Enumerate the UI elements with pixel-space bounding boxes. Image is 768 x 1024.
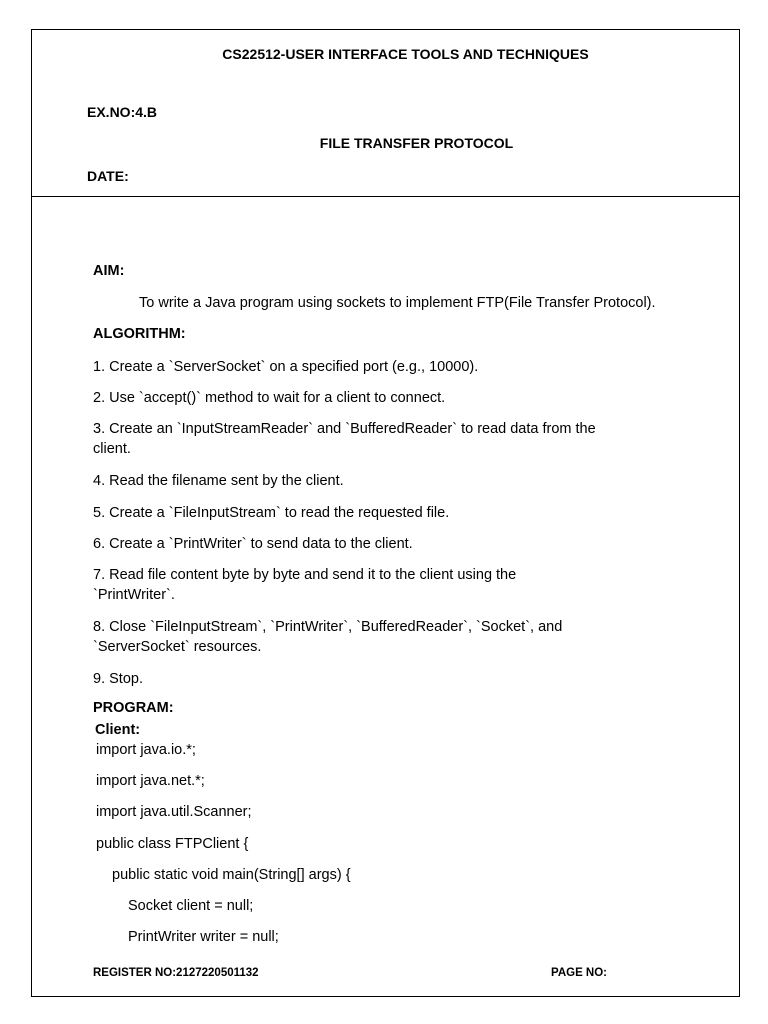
- step-line: 6. Create a `PrintWriter` to send data to the client.: [93, 536, 413, 552]
- page-number-label: PAGE NO:: [551, 967, 608, 979]
- experiment-title: FILE TRANSFER PROTOCOL: [319, 135, 514, 151]
- code-line: public class FTPClient {: [96, 836, 249, 852]
- step-line: 8. Close `FileInputStream`, `PrintWriter`, `BufferedReader`, `Socket`, and: [93, 619, 563, 635]
- algorithm-step-6: [93, 534, 413, 554]
- client-label: Client:: [95, 722, 141, 738]
- algorithm-step-1: [93, 357, 478, 377]
- step-line: client.: [93, 441, 131, 457]
- code-line: public static void main(String[] args) {: [112, 867, 351, 883]
- program-heading: PROGRAM:: [93, 700, 174, 716]
- algorithm-step-3: [93, 419, 596, 459]
- course-title: CS22512-USER INTERFACE TOOLS AND TECHNIQUES: [222, 46, 589, 62]
- algorithm-step-7: [93, 565, 516, 605]
- algorithm-heading: ALGORITHM:: [93, 326, 186, 342]
- algorithm-step-5: [93, 503, 449, 523]
- algorithm-step-9: [93, 669, 143, 689]
- step-line: 7. Read file content byte by byte and send it to the client using the: [93, 567, 517, 583]
- date-label: DATE:: [87, 168, 129, 184]
- code-line: PrintWriter writer = null;: [128, 929, 279, 945]
- code-line: import java.net.*;: [96, 773, 205, 789]
- code-line: import java.util.Scanner;: [96, 804, 252, 820]
- register-number: REGISTER NO:2127220501132: [93, 967, 259, 979]
- aim-heading: AIM:: [93, 263, 125, 279]
- aim-text: To write a Java program using sockets to implement FTP(File Transfer Protocol).: [139, 295, 656, 311]
- step-line: 2. Use `accept()` method to wait for a client to connect.: [93, 390, 446, 406]
- algorithm-step-2: [93, 388, 445, 408]
- header-divider: [31, 196, 740, 197]
- exercise-number: EX.NO:4.B: [87, 104, 158, 120]
- step-line: 5. Create a `FileInputStream` to read the requested file.: [93, 505, 450, 521]
- step-line: `PrintWriter`.: [93, 587, 175, 603]
- step-line: `ServerSocket` resources.: [93, 639, 262, 655]
- algorithm-step-4: [93, 471, 344, 491]
- step-line: 9. Stop.: [93, 671, 143, 687]
- algorithm-step-8: [93, 617, 562, 657]
- step-line: 1. Create a `ServerSocket` on a specified port (e.g., 10000).: [93, 359, 479, 375]
- code-line: Socket client = null;: [128, 898, 254, 914]
- code-line: import java.io.*;: [96, 742, 196, 758]
- step-line: 4. Read the filename sent by the client.: [93, 473, 344, 489]
- step-line: 3. Create an `InputStreamReader` and `BufferedReader` to read data from the: [93, 421, 596, 437]
